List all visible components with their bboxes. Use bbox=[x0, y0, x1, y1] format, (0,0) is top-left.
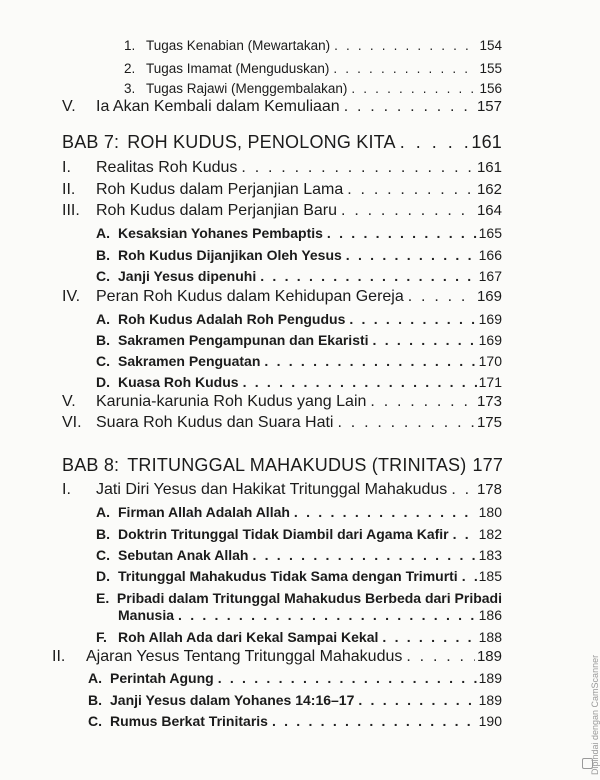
camscanner-icon bbox=[582, 758, 593, 769]
entry-number: II. bbox=[52, 648, 66, 665]
dot-leader bbox=[462, 568, 477, 584]
toc-entry bbox=[96, 526, 502, 542]
dot-leader bbox=[400, 132, 470, 153]
dot-leader bbox=[341, 202, 475, 220]
dot-leader bbox=[333, 61, 477, 76]
entry-title: Sebutan Anak Allah bbox=[118, 547, 249, 563]
entry-page: 182 bbox=[478, 526, 502, 542]
toc-entry bbox=[62, 159, 502, 177]
dot-leader bbox=[370, 393, 475, 411]
entry-number: V. bbox=[62, 98, 76, 115]
entry-page: 154 bbox=[479, 38, 502, 53]
entry-title: Realitas Roh Kudus bbox=[96, 159, 238, 176]
toc-entry bbox=[96, 547, 502, 563]
entry-number: D. bbox=[96, 374, 110, 390]
toc-entry bbox=[96, 225, 502, 241]
entry-number: E. bbox=[96, 590, 110, 606]
dot-leader bbox=[252, 547, 476, 563]
entry-number: F. bbox=[96, 629, 107, 645]
chapter-page: 161 bbox=[471, 132, 502, 152]
toc-entry bbox=[96, 268, 502, 284]
dot-leader bbox=[260, 268, 476, 284]
entry-title: Tugas Imamat (Menguduskan) bbox=[146, 61, 330, 76]
dot-leader bbox=[351, 81, 477, 96]
entry-page: 173 bbox=[476, 393, 502, 410]
toc-entry bbox=[96, 332, 502, 348]
entry-number: C. bbox=[96, 547, 110, 563]
entry-page: 178 bbox=[476, 481, 502, 498]
toc-entry-continuation bbox=[118, 607, 502, 623]
entry-title: Ia Akan Kembali dalam Kemuliaan bbox=[96, 98, 340, 115]
entry-title: Janji Yesus dalam Yohanes 14:16–17 bbox=[110, 692, 355, 708]
entry-number: IV. bbox=[62, 288, 81, 305]
entry-number: VI. bbox=[62, 414, 82, 431]
entry-title: Janji Yesus dipenuhi bbox=[118, 268, 257, 284]
entry-number: III. bbox=[62, 202, 80, 219]
dot-leader bbox=[327, 225, 477, 241]
entry-number: A. bbox=[96, 311, 110, 327]
entry-title: Firman Allah Adalah Allah bbox=[118, 504, 290, 520]
toc-entry bbox=[62, 181, 502, 199]
entry-title-continuation: Manusia bbox=[118, 607, 175, 623]
entry-page: 169 bbox=[478, 311, 502, 327]
entry-number: D. bbox=[96, 568, 110, 584]
toc-entry bbox=[96, 629, 502, 645]
toc-entry bbox=[124, 81, 502, 96]
entry-page: 185 bbox=[478, 568, 502, 584]
entry-number: A. bbox=[96, 225, 110, 241]
dot-leader bbox=[264, 353, 476, 369]
entry-title: Roh Kudus Adalah Roh Pengudus bbox=[118, 311, 346, 327]
entry-title: Roh Kudus dalam Perjanjian Baru bbox=[96, 202, 338, 219]
entry-number: 2. bbox=[124, 61, 136, 76]
toc-entry bbox=[88, 670, 502, 686]
dot-leader bbox=[453, 526, 477, 542]
chapter-page: 177 bbox=[472, 455, 504, 475]
entry-page: 161 bbox=[476, 159, 502, 176]
entry-title: Suara Roh Kudus dan Suara Hati bbox=[96, 414, 334, 431]
entry-title: Roh Kudus dalam Perjanjian Lama bbox=[96, 181, 344, 198]
dot-leader bbox=[337, 414, 474, 432]
entry-page: 165 bbox=[478, 225, 502, 241]
dot-leader bbox=[178, 607, 477, 623]
entry-page: 156 bbox=[479, 81, 502, 96]
entry-number: I. bbox=[62, 481, 71, 498]
entry-page: 169 bbox=[478, 332, 502, 348]
entry-page: 166 bbox=[478, 247, 502, 263]
dot-leader bbox=[294, 504, 477, 520]
toc-entry bbox=[62, 98, 502, 116]
entry-number: I. bbox=[62, 159, 71, 176]
dot-leader bbox=[347, 181, 475, 199]
entry-title: Kesaksian Yohanes Pembaptis bbox=[118, 225, 323, 241]
entry-page: 180 bbox=[478, 504, 502, 520]
entry-title: Kuasa Roh Kudus bbox=[118, 374, 239, 390]
entry-title: Sakramen Penguatan bbox=[118, 353, 261, 369]
dot-leader bbox=[243, 374, 477, 390]
entry-title: Tugas Rajawi (Menggembalakan) bbox=[146, 81, 348, 96]
toc-entry bbox=[96, 247, 502, 263]
toc-entry bbox=[96, 568, 502, 584]
entry-page: 167 bbox=[478, 268, 502, 284]
chapter-title: TRITUNGGAL MAHAKUDUS (TRINITAS) bbox=[127, 455, 467, 475]
entry-page: 164 bbox=[476, 202, 502, 219]
dot-leader bbox=[346, 247, 477, 263]
dot-leader bbox=[334, 38, 477, 53]
entry-title: Ajaran Yesus Tentang Tritunggal Mahakudus bbox=[86, 648, 403, 665]
entry-number: A. bbox=[96, 504, 110, 520]
entry-number: C. bbox=[88, 713, 102, 729]
entry-number: II. bbox=[62, 181, 76, 198]
entry-page: 175 bbox=[476, 414, 502, 431]
dot-leader bbox=[241, 159, 475, 177]
dot-leader bbox=[451, 481, 475, 499]
entry-number: C. bbox=[96, 268, 110, 284]
entry-title: Jati Diri Yesus dan Hakikat Tritunggal Mahakudus bbox=[96, 481, 448, 498]
entry-title: Karunia-karunia Roh Kudus yang Lain bbox=[96, 393, 367, 410]
dot-leader bbox=[382, 629, 476, 645]
entry-title: Rumus Berkat Trinitaris bbox=[110, 713, 268, 729]
toc-entry bbox=[124, 38, 502, 53]
entry-page: 162 bbox=[476, 181, 502, 198]
toc-entry bbox=[88, 692, 502, 708]
chapter-number: BAB 7: bbox=[62, 132, 120, 152]
entry-page: 183 bbox=[478, 547, 502, 563]
entry-page: 157 bbox=[476, 98, 502, 115]
entry-title: Roh Kudus Dijanjikan Oleh Yesus bbox=[118, 247, 342, 263]
toc-entry bbox=[62, 481, 502, 499]
entry-title: Peran Roh Kudus dalam Kehidupan Gereja bbox=[96, 288, 404, 305]
dot-leader bbox=[272, 713, 477, 729]
dot-leader bbox=[406, 648, 475, 666]
entry-page: 189 bbox=[478, 670, 502, 686]
entry-number: V. bbox=[62, 393, 76, 410]
entry-title: Sakramen Pengampunan dan Ekaristi bbox=[118, 332, 369, 348]
entry-number: C. bbox=[96, 353, 110, 369]
toc-entry bbox=[96, 353, 502, 369]
toc-entry bbox=[96, 311, 502, 327]
entry-page: 171 bbox=[478, 374, 502, 390]
toc-entry bbox=[124, 61, 502, 76]
entry-title: Roh Allah Ada dari Kekal Sampai Kekal bbox=[118, 629, 379, 645]
entry-title: Doktrin Tritunggal Tidak Diambil dari Agama Kafir bbox=[118, 526, 449, 542]
entry-page: 170 bbox=[478, 353, 502, 369]
dot-leader bbox=[344, 98, 475, 116]
entry-page: 186 bbox=[478, 607, 502, 623]
toc-entry bbox=[62, 288, 502, 306]
dot-leader bbox=[408, 288, 475, 306]
entry-number: B. bbox=[96, 332, 110, 348]
chapter-heading bbox=[62, 132, 502, 153]
toc-entry bbox=[62, 414, 502, 432]
dot-leader bbox=[358, 692, 476, 708]
dot-leader bbox=[373, 332, 477, 348]
entry-title: Perintah Agung bbox=[110, 670, 214, 686]
entry-number: B. bbox=[88, 692, 102, 708]
entry-page: 188 bbox=[478, 629, 502, 645]
dot-leader bbox=[218, 670, 477, 686]
chapter-number: BAB 8: bbox=[62, 455, 120, 475]
dot-leader bbox=[349, 311, 476, 327]
toc-entry bbox=[62, 202, 502, 220]
entry-page: 155 bbox=[479, 61, 502, 76]
entry-title: Pribadi dalam Tritunggal Mahakudus Berbeda dari Pribadi bbox=[116, 590, 502, 606]
chapter-title: ROH KUDUS, PENOLONG KITA bbox=[127, 132, 396, 152]
entry-number: B. bbox=[96, 526, 110, 542]
toc-entry bbox=[52, 648, 502, 666]
toc-entry bbox=[96, 374, 502, 390]
entry-number: 1. bbox=[124, 38, 136, 53]
entry-title: Tritunggal Mahakudus Tidak Sama dengan Trimurti bbox=[118, 568, 458, 584]
entry-page: 189 bbox=[476, 648, 502, 665]
entry-number: B. bbox=[96, 247, 110, 263]
toc-entry bbox=[62, 393, 502, 411]
toc-entry bbox=[88, 713, 502, 729]
entry-number: A. bbox=[88, 670, 102, 686]
entry-title: Tugas Kenabian (Mewartakan) bbox=[146, 38, 331, 53]
entry-number: 3. bbox=[124, 81, 136, 96]
toc-entry bbox=[96, 590, 502, 606]
chapter-heading bbox=[62, 455, 502, 476]
watermark-text: Dipindai dengan CamScanner bbox=[590, 654, 600, 775]
toc-entry bbox=[96, 504, 502, 520]
entry-page: 189 bbox=[478, 692, 502, 708]
entry-page: 190 bbox=[478, 713, 502, 729]
entry-page: 169 bbox=[476, 288, 502, 305]
